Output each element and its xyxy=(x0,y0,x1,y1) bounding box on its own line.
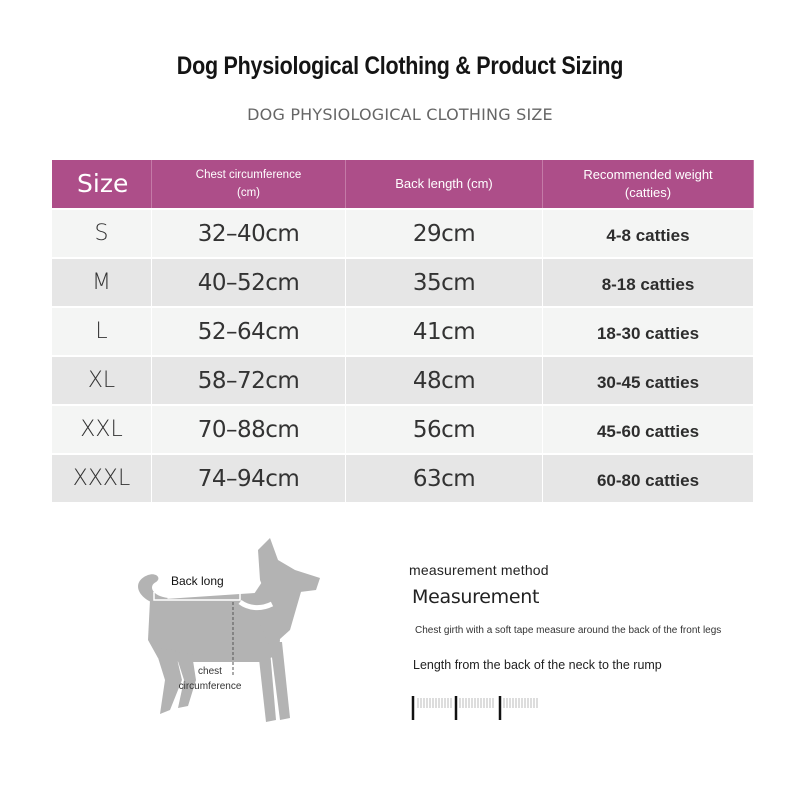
measurement-heading: Measurement xyxy=(412,586,540,608)
table-cell-chest: 40–52cm xyxy=(152,259,346,306)
table-cell-back: 48cm xyxy=(346,357,543,404)
table-cell-chest: 58–72cm xyxy=(152,357,346,404)
header-weight-line2: (catties) xyxy=(624,185,672,200)
header-back: Back length (cm) xyxy=(346,160,543,208)
chest-label-line2: circumference xyxy=(178,681,242,692)
dog-diagram xyxy=(120,530,330,730)
table-cell-back: 29cm xyxy=(346,210,543,257)
table-cell-back: 63cm xyxy=(346,455,543,502)
ruler-icon xyxy=(408,690,548,722)
chest-circumference-label xyxy=(175,664,245,694)
table-cell-weight: 45-60 catties xyxy=(543,406,754,453)
dog-silhouette-icon xyxy=(138,538,320,722)
measurement-chest-instruction: Chest girth with a soft tape measure around the back of the front legs xyxy=(415,625,722,636)
page-subtitle: DOG PHYSIOLOGICAL CLOTHING SIZE xyxy=(247,105,553,124)
measurement-method-title: measurement method xyxy=(409,562,549,578)
table-cell-weight: 30-45 catties xyxy=(543,357,754,404)
back-long-label: Back long xyxy=(171,574,224,588)
header-chest-line1: Chest circumference xyxy=(195,169,302,181)
table-cell-weight: 8-18 catties xyxy=(543,259,754,306)
table-cell-chest: 74–94cm xyxy=(152,455,346,502)
table-cell-weight: 18-30 catties xyxy=(543,308,754,355)
table-cell-size: S xyxy=(52,210,152,257)
table-cell-chest: 32–40cm xyxy=(152,210,346,257)
table-cell-weight: 60-80 catties xyxy=(543,455,754,502)
size-table xyxy=(52,160,754,502)
table-cell-size: L xyxy=(52,308,152,355)
table-cell-chest: 70–88cm xyxy=(152,406,346,453)
table-cell-back: 35cm xyxy=(346,259,543,306)
header-chest-line2: (cm) xyxy=(237,187,260,199)
table-cell-size: XXXL xyxy=(52,455,152,502)
header-chest xyxy=(152,160,346,208)
table-cell-size: M xyxy=(52,259,152,306)
table-cell-back: 56cm xyxy=(346,406,543,453)
header-size: Size xyxy=(52,160,152,208)
header-weight xyxy=(543,160,754,208)
table-cell-back: 41cm xyxy=(346,308,543,355)
measurement-length-instruction: Length from the back of the neck to the rump xyxy=(413,658,662,672)
table-cell-size: XXL xyxy=(52,406,152,453)
header-weight-line1: Recommended weight xyxy=(583,167,713,182)
chest-label-line1: chest xyxy=(198,666,222,677)
table-cell-weight: 4-8 catties xyxy=(543,210,754,257)
page-title: Dog Physiological Clothing & Product Sizing xyxy=(176,52,624,80)
table-cell-chest: 52–64cm xyxy=(152,308,346,355)
table-cell-size: XL xyxy=(52,357,152,404)
